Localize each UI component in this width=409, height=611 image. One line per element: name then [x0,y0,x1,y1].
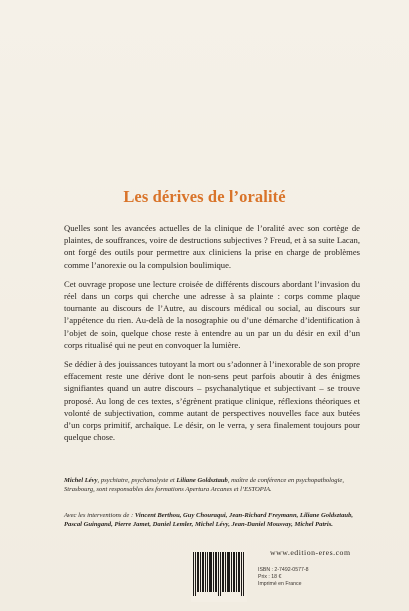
barcode-icon [191,550,247,602]
printed-text: Imprimé en France [258,581,302,587]
contributors-note [64,511,360,529]
blurb-text [64,222,360,450]
isbn-text: ISBN : 2-7492-0577-8 [258,567,309,573]
author-role-2: , maître de conférence en psychopathologie, Strasbourg, sont responsables des formations Apertura Arcanes et l’ESTOPIA. [64,477,345,494]
paragraph-3: Se dédier à des jouissances tutoyant la mort ou s’adonner à l’inexorable de son propre effacement reste une dérive dont le non-sens peut parfois aboutir à des énigmes signifiantes quand un autre discours – psychanalytique et subjectivant – se trouve proposé. Au long de ces textes, s’égrènent pratique clinique, réflexions théoriques et volonté de subjectivation, comme autant de perspectives nouvelles face aux butées d’un corps primitif, archaïque. Le désir, on le verra, y sera finalement toujours pour quelque chose. [64,359,360,443]
author-name-1: Michel Lévy [64,477,98,484]
author-role-1: , psychiatre, psychanalyste et [97,477,177,484]
author-name-2: Liliane Goldsztaub [176,477,228,484]
paragraph-2: Cet ouvrage propose une lecture croisée de différents discours abordant l’invasion du réel dans un corps qui cherche une adresse à sa plainte : corps comme plaque tournante au discours de l’Autre, au discours médical ou social, au discours sur l’appétence du rien. Au-delà de la nosographie ou d’une démarche d’identification à l’objet de soin, quelque chose reste à entendre au un par un du désir en exil d’un corps ritualisé qui ne peut en convoquer la lumière. [64,278,360,350]
barcode [191,550,247,608]
paragraph-1: Quelles sont les avancées actuelles de la clinique de l’oralité avec son cortège de plaintes, de souffrances, voire de destructions subjectives ? Freud, et à sa suite Lacan, ont forgé des outils pour permettre aux cliniciens la prise en charge de problèmes comme l’anorexie ou la compulsion boulimique. [64,223,360,270]
publisher-website: www.edition-eres.com [270,548,351,557]
contributors-names: Vincent Berthou, Guy Chouraqui, Jean-Richard Freymann, Liliane Goldsztaub, Pascal Guingand, Pierre Jamet, Daniel Lemler, Michel Lévy, Jean-Daniel Mousvay, Michel Patris. [64,512,354,529]
contributors-intro: Avec les interventions de : [64,512,135,519]
isbn-block [258,567,308,588]
authors-note [64,476,360,498]
price-text: Prix : 18 € [258,574,282,580]
book-title: Les dérives de l’oralité [123,187,286,206]
